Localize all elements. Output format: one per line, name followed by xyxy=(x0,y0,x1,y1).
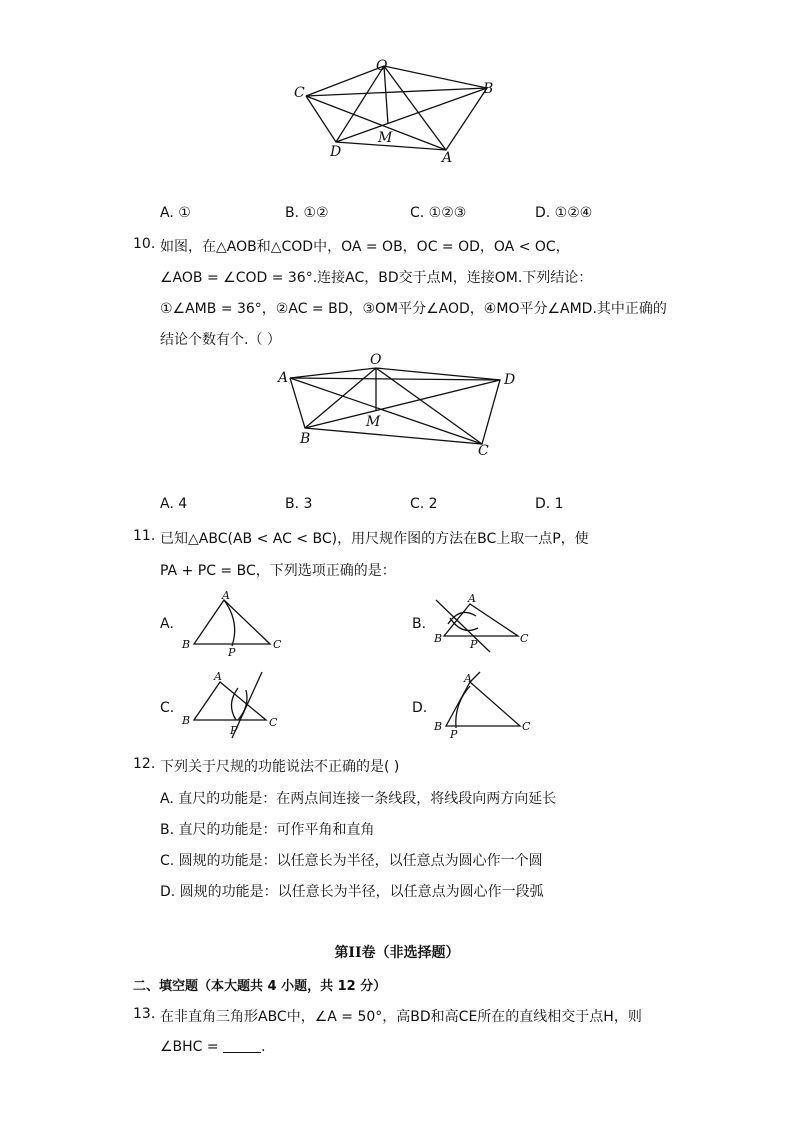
q10-options xyxy=(160,496,660,512)
section2-heading: 二、填空题（本大题共 4 小题，共 12 分） xyxy=(133,979,387,994)
fig9-label-o: O xyxy=(376,58,388,74)
q11-choice-d-figure[interactable] xyxy=(430,668,540,742)
q10-option-c[interactable]: C. 2 xyxy=(410,496,438,512)
q13-line2-suffix: . xyxy=(261,1039,266,1055)
q11d-label-b: B xyxy=(434,720,443,733)
q11b-label-b: B xyxy=(434,632,443,645)
fig10-label-a: A xyxy=(278,370,289,386)
q9-option-c[interactable]: C. ①②③ xyxy=(410,205,467,221)
q11a-label-c: C xyxy=(273,638,282,651)
section2-title: 第II卷（非选择题） xyxy=(334,945,460,961)
q12-stem: 下列关于尺规的功能说法不正确的是( ) xyxy=(160,759,400,775)
fig10-label-d: D xyxy=(504,372,516,388)
q10-line1: 如图，在△AOB和△COD中，OA = OB，OC = OD，OA < OC， xyxy=(160,239,570,255)
q11-choice-a-figure[interactable] xyxy=(180,588,290,658)
q9-option-b[interactable]: B. ①② xyxy=(285,205,329,221)
q10-line3: ①∠AMB = 36°，②AC = BD，③OM平分∠AOD，④MO平分∠AMD.其中正确的 xyxy=(160,301,667,317)
q10-number: 10. xyxy=(133,236,156,252)
q10-option-b[interactable]: B. 3 xyxy=(285,496,313,512)
q12-option-a[interactable]: A. 直尺的功能是：在两点间连接一条线段，将线段向两方向延长 xyxy=(160,791,557,807)
q11d-label-a: A xyxy=(464,672,472,685)
q11b-label-p: P xyxy=(470,638,478,651)
q11-line2: PA + PC = BC，下列选项正确的是： xyxy=(160,563,396,579)
q11c-label-b: B xyxy=(182,714,191,727)
q9-figure xyxy=(280,56,510,166)
q10-option-d[interactable]: D. 1 xyxy=(535,496,564,512)
q11c-label-p: P xyxy=(230,724,238,737)
q11c-label-a: A xyxy=(214,670,222,683)
q12-number: 12. xyxy=(133,756,156,772)
fig9-label-m: M xyxy=(378,130,393,146)
q11-choice-a-letter[interactable]: A. xyxy=(160,616,174,632)
q10-figure xyxy=(270,350,530,460)
q11-choice-b-figure[interactable] xyxy=(430,590,540,656)
q11-line1: 已知△ABC(AB < AC < BC)，用尺规作图的方法在BC上取一点P，使 xyxy=(160,531,589,547)
q11b-label-c: C xyxy=(520,632,529,645)
fig9-label-b: B xyxy=(483,81,494,97)
q13-line2 xyxy=(160,1038,266,1055)
fig10-label-c: C xyxy=(478,443,489,459)
q9-option-d[interactable]: D. ①②④ xyxy=(535,205,593,221)
q13-line2-prefix: ∠BHC = xyxy=(160,1039,219,1055)
q11-choice-c-letter[interactable]: C. xyxy=(160,700,175,716)
q12-option-d[interactable]: D. 圆规的功能是：以任意长为半径，以任意点为圆心作一段弧 xyxy=(160,884,544,900)
fig9-label-d: D xyxy=(330,144,342,160)
q10-line4: 结论个数有个.（ ） xyxy=(160,332,281,348)
fig10-label-b: B xyxy=(300,431,311,447)
q11a-label-a: A xyxy=(222,589,230,602)
q11-number: 11. xyxy=(133,528,156,544)
q11-choice-b-letter[interactable]: B. xyxy=(412,616,427,632)
q12-option-c[interactable]: C. 圆规的功能是：以任意长为半径，以任意点为圆心作一个圆 xyxy=(160,853,543,869)
q10-option-a[interactable]: A. 4 xyxy=(160,496,188,512)
q11c-label-c: C xyxy=(269,716,278,729)
q12-option-b[interactable]: B. 直尺的功能是：可作平角和直角 xyxy=(160,822,375,838)
q11-choice-c-figure[interactable] xyxy=(180,668,290,742)
q10-line2: ∠AOB = ∠COD = 36°.连接AC，BD交于点M，连接OM.下列结论： xyxy=(160,270,593,286)
q9-option-a[interactable]: A. ① xyxy=(160,205,191,221)
q11a-label-p: P xyxy=(228,646,236,658)
q13-line1: 在非直角三角形ABC中，∠A = 50°，高BD和高CE所在的直线相交于点H，则 xyxy=(160,1009,642,1025)
fig10-label-o: O xyxy=(370,352,382,368)
q13-answer-blank[interactable] xyxy=(223,1038,261,1053)
q11b-label-a: A xyxy=(468,592,476,605)
q9-options xyxy=(160,205,660,221)
fig9-label-c: C xyxy=(294,85,305,101)
q11d-label-c: C xyxy=(522,720,531,733)
q11-choice-d-letter[interactable]: D. xyxy=(412,700,428,716)
q13-number: 13. xyxy=(133,1006,156,1022)
fig9-label-a: A xyxy=(442,150,453,166)
fig10-label-m: M xyxy=(366,414,381,430)
q11a-label-b: B xyxy=(182,638,191,651)
q11d-label-p: P xyxy=(450,728,458,741)
